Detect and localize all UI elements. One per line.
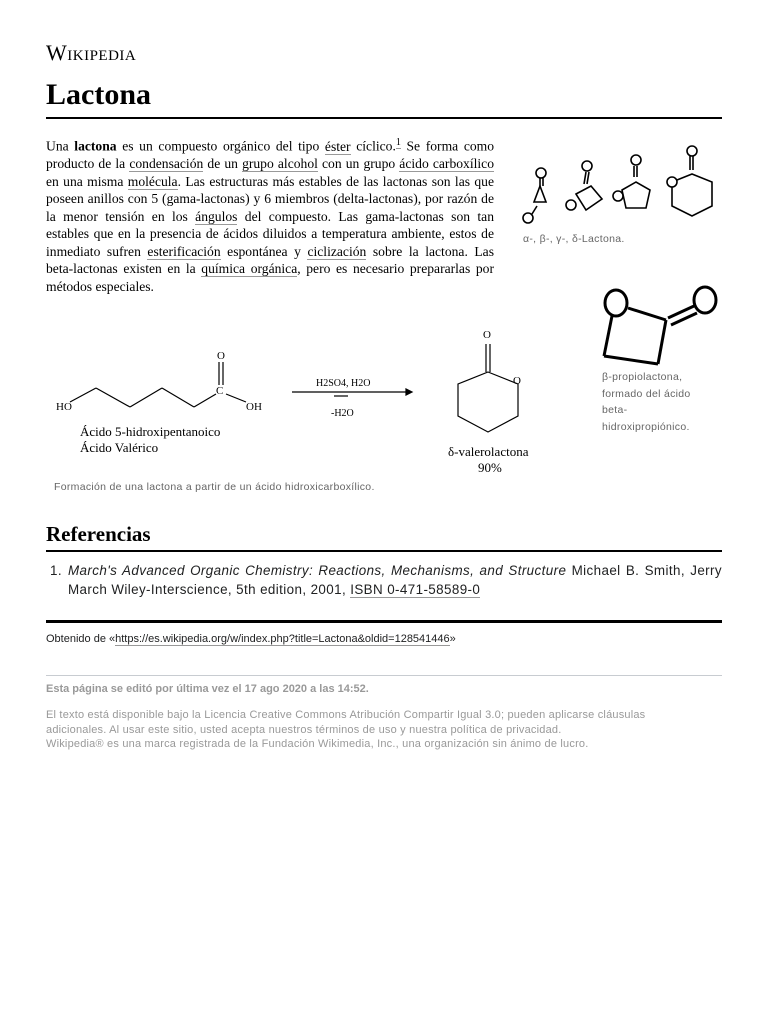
wikipedia-wordmark[interactable]: Wikipedia — [46, 40, 137, 65]
link-acido-carboxilico[interactable]: ácido carboxílico — [399, 156, 494, 172]
caption-line: formado del ácido — [602, 387, 691, 400]
reference-list — [46, 561, 722, 599]
atom-label-ho: HO — [56, 401, 72, 413]
caption-line: β-propiolactona, — [602, 371, 683, 383]
lead-text: . Las estructuras más estables de las lactonas son las que poseen anillos con 5 (gama-lactonas) y 6 miembros (delta-lactonas), por razón de la menor tensión en los — [46, 173, 495, 224]
lead-text: cíclico. — [350, 138, 396, 154]
license-line: adicionales. Al usar este sitio, usted acepta nuestros términos de uso y nuestra política de privacidad. — [46, 723, 562, 736]
permanent-link[interactable]: https://es.wikipedia.org/w/index.php?title=Lactona&oldid=128541446 — [115, 633, 450, 645]
lead-text: es un compuesto orgánico del tipo — [116, 138, 325, 154]
atom-label-c: C — [216, 385, 224, 397]
link-condensacion[interactable]: condensación — [129, 156, 204, 172]
atom-label-oh: OH — [246, 401, 262, 413]
atom-label-o: O — [513, 375, 521, 387]
reference-number: 1. — [50, 563, 62, 578]
lead-text: sobre la lactona. Las beta-lactonas existen en la — [46, 243, 495, 277]
footer-divider — [46, 675, 722, 676]
license-line: El texto está disponible bajo la Licencia Creative Commons Atribución Compartir Igual 3.0; pueden aplicarse cláusulas — [46, 709, 646, 721]
license-line: Wikipedia® es una marca registrada de la Fundación Wikimedia, Inc., una organización sin ánimo de lucro. — [46, 738, 589, 750]
license-text — [46, 708, 722, 752]
link-esterificacion[interactable]: esterificación — [147, 243, 221, 259]
section-heading-referencias: Referencias — [46, 522, 151, 546]
lactones-structures-image[interactable] — [516, 144, 722, 234]
obtained-suffix: » — [449, 633, 456, 645]
lactonization-reaction-image[interactable] — [48, 322, 548, 482]
lead-text: con un grupo — [317, 156, 400, 172]
lead-bold-term: lactona — [74, 138, 117, 154]
reactant-name: Ácido 5-hidroxipentanoico — [80, 424, 221, 439]
lead-text: en una misma — [46, 173, 128, 189]
beta-propiolactone-caption — [602, 369, 722, 435]
link-grupo-alcohol[interactable]: grupo alcohol — [242, 156, 318, 172]
reference-title: March's Advanced Organic Chemistry: Reactions, Mechanisms, and Structure — [68, 563, 567, 578]
lead-text: espontánea y — [220, 243, 308, 259]
reference-link-1[interactable]: 1 — [395, 137, 401, 148]
last-modified: Esta página se editó por última vez el 17 ago 2020 a las 14:52. — [46, 683, 369, 695]
reaction-caption: Formación de una lactona a partir de un ácido hidroxicarboxílico. — [54, 481, 375, 493]
product-name: δ-valerolactona — [448, 444, 529, 459]
beta-propiolactone-image[interactable] — [596, 284, 722, 368]
page-title: Lactona — [46, 78, 151, 111]
obtained-prefix: Obtenido de « — [46, 633, 116, 645]
atom-label-o: O — [483, 329, 491, 341]
lead-text: Se forma como producto de la — [46, 138, 495, 172]
reference-body — [68, 561, 722, 599]
link-ciclizacion[interactable]: ciclización — [307, 243, 367, 259]
reference-item — [46, 561, 722, 599]
lead-text: del compuesto. Las gama-lactonas son tan estables que en la presencia de ácidos diluidos a temperatura ambiente, estos de inmediato sufren — [46, 208, 494, 259]
reaction-conditions-bottom: -H2O — [331, 408, 354, 419]
product-yield: 90% — [478, 460, 502, 475]
lactones-caption: α-, β-, γ-, δ-Lactona. — [523, 233, 625, 245]
section-divider — [46, 550, 722, 552]
reaction-conditions-top: H2SO4, H2O — [316, 378, 371, 389]
title-divider — [46, 117, 722, 119]
link-ester[interactable]: éster — [324, 138, 351, 154]
lead-paragraph — [46, 134, 494, 295]
obtained-from — [46, 633, 456, 645]
reference-authors: Michael B. Smith, Jerry March Wiley-Interscience, 5th edition, 2001, — [68, 563, 722, 597]
link-quimica-organica[interactable]: química orgánica — [201, 261, 298, 277]
caption-line: beta- — [602, 404, 628, 416]
atom-label-o: O — [217, 350, 225, 362]
reactant-common-name: Ácido Valérico — [80, 440, 159, 455]
lead-text: de un — [203, 156, 243, 172]
caption-line: hidroxipropiónico. — [602, 420, 690, 433]
link-molecula[interactable]: molécula — [127, 173, 178, 189]
content-end-divider — [46, 620, 722, 623]
lead-text: Una — [46, 138, 75, 154]
lead-text: , pero es necesario prepararlas por métodos especiales. — [46, 261, 494, 294]
link-angulos[interactable]: ángulos — [195, 208, 238, 224]
isbn-link[interactable]: ISBN 0-471-58589-0 — [350, 582, 481, 597]
